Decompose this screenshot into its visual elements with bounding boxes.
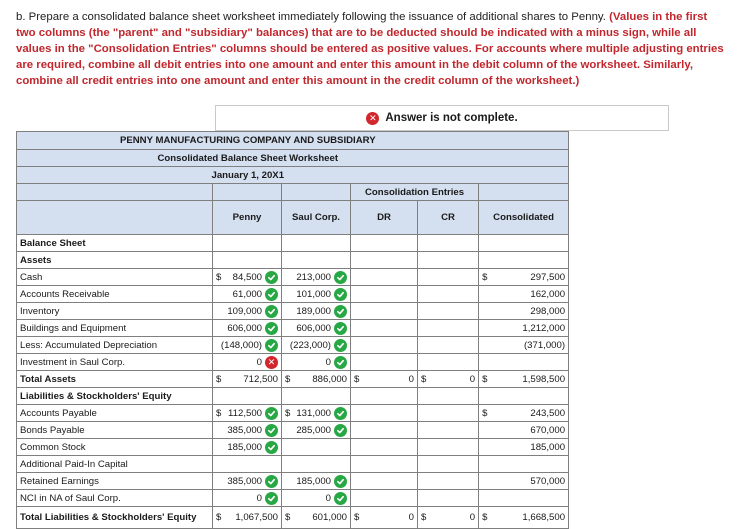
cr-cell[interactable] <box>418 371 479 388</box>
dr-cell[interactable] <box>351 388 418 405</box>
table-row <box>17 252 569 269</box>
dollar-sign: $ <box>216 271 222 283</box>
penny-cell[interactable] <box>213 235 282 252</box>
consolidated-cell <box>479 286 569 303</box>
dollar-sign: $ <box>482 271 488 283</box>
penny-cell-value: 84,500 <box>232 271 262 283</box>
saul-header: Saul Corp. <box>282 201 351 235</box>
correct-check-icon <box>265 271 278 284</box>
penny-cell[interactable] <box>213 473 282 490</box>
penny-cell[interactable] <box>213 269 282 286</box>
penny-cell-value: 109,000 <box>227 305 262 317</box>
incorrect-x-icon: ✕ <box>265 356 278 369</box>
dollar-sign: $ <box>216 373 222 385</box>
table-row <box>17 507 569 529</box>
cr-cell[interactable] <box>418 405 479 422</box>
penny-cell[interactable] <box>213 337 282 354</box>
saul-cell[interactable] <box>282 507 351 529</box>
dr-cell[interactable] <box>351 490 418 507</box>
correct-check-icon <box>334 339 347 352</box>
row-label: Balance Sheet <box>17 235 213 252</box>
row-label: Retained Earnings <box>17 473 213 490</box>
dr-cell[interactable] <box>351 507 418 529</box>
saul-cell-value: 101,000 <box>296 288 331 300</box>
correct-check-icon <box>265 475 278 488</box>
row-label: Total Assets <box>17 371 213 388</box>
dollar-sign: $ <box>285 407 291 419</box>
dr-cell[interactable] <box>351 473 418 490</box>
saul-cell-value: 606,000 <box>296 322 331 334</box>
dr-cell[interactable] <box>351 303 418 320</box>
saul-cell-value: 213,000 <box>296 271 331 283</box>
cr-cell[interactable] <box>418 490 479 507</box>
penny-cell[interactable] <box>213 371 282 388</box>
dollar-sign: $ <box>482 373 488 385</box>
consolidated-cell-value: 1,212,000 <box>522 322 566 334</box>
row-label: Liabilities & Stockholders' Equity <box>17 388 213 405</box>
saul-cell[interactable] <box>282 235 351 252</box>
penny-cell-value: 0 <box>256 356 262 368</box>
consolidated-cell-value: 1,598,500 <box>522 373 566 385</box>
instructions <box>16 9 728 89</box>
cr-cell-value: 0 <box>469 512 476 523</box>
consolidated-cell <box>479 422 569 439</box>
correct-check-icon <box>265 339 278 352</box>
saul-cell[interactable] <box>282 337 351 354</box>
penny-cell-value: 61,000 <box>232 288 262 300</box>
saul-cell[interactable] <box>282 490 351 507</box>
dr-cell[interactable] <box>351 337 418 354</box>
penny-cell-value: 1,067,500 <box>235 512 278 523</box>
dollar-sign: $ <box>354 512 360 523</box>
correct-check-icon <box>334 288 347 301</box>
saul-cell[interactable] <box>282 422 351 439</box>
cr-cell[interactable] <box>418 269 479 286</box>
row-label: Bonds Payable <box>17 422 213 439</box>
cr-cell[interactable] <box>418 320 479 337</box>
cr-cell[interactable] <box>418 473 479 490</box>
dr-header: DR <box>351 201 418 235</box>
answer-status-banner <box>215 105 669 131</box>
penny-cell[interactable] <box>213 439 282 456</box>
saul-cell[interactable] <box>282 473 351 490</box>
row-label: Buildings and Equipment <box>17 320 213 337</box>
consolidated-cell-value: 243,500 <box>530 407 566 419</box>
table-row <box>17 269 569 286</box>
saul-cell[interactable] <box>282 303 351 320</box>
table-row <box>17 235 569 252</box>
worksheet-date: January 1, 20X1 <box>17 167 479 184</box>
banner-text: Answer is not complete. <box>385 112 518 124</box>
dr-cell[interactable] <box>351 252 418 269</box>
saul-cell-value: 285,000 <box>296 424 331 436</box>
consolidated-cell <box>479 405 569 422</box>
correct-check-icon <box>265 322 278 335</box>
saul-cell[interactable] <box>282 439 351 456</box>
cr-cell[interactable] <box>418 354 479 371</box>
saul-cell[interactable] <box>282 456 351 473</box>
table-row <box>17 320 569 337</box>
correct-check-icon <box>265 407 278 420</box>
consolidated-cell <box>479 235 569 252</box>
cr-cell[interactable] <box>418 439 479 456</box>
worksheet-title: Consolidated Balance Sheet Worksheet <box>17 150 479 167</box>
consolidation-worksheet <box>16 131 569 529</box>
saul-cell-value: 131,000 <box>296 407 331 419</box>
dollar-sign: $ <box>421 373 427 385</box>
row-label: Total Liabilities & Stockholders' Equity <box>17 507 213 529</box>
instructions-lead: b. Prepare a consolidated balance sheet worksheet immediately following the issuance of additional shares to Penny. <box>16 11 606 23</box>
row-label: Less: Accumulated Depreciation <box>17 337 213 354</box>
consolidated-cell-value: 570,000 <box>530 475 566 487</box>
cr-cell[interactable] <box>418 337 479 354</box>
penny-cell[interactable] <box>213 456 282 473</box>
table-row <box>17 371 569 388</box>
penny-cell[interactable] <box>213 405 282 422</box>
penny-cell[interactable] <box>213 303 282 320</box>
incorrect-icon: ✕ <box>366 112 379 125</box>
consolidated-header: Consolidated <box>479 201 569 235</box>
instructions-emphasis: (Values in the first two columns (the "parent" and "subsidiary" balances) that are to be deducted should be indicated with a minus sign, while all values in the "Consolidation Entries" columns should be entered as positive values. For accounts where multiple adjusting entries are required, combine all debit entries into one amount and enter this amount in the debit column of the worksheet. Similarly, combine all credit entries into one amount and enter this amount in the credit column of the worksheet.) <box>16 11 724 87</box>
dollar-sign: $ <box>216 512 222 523</box>
correct-check-icon <box>334 475 347 488</box>
row-label: Accounts Payable <box>17 405 213 422</box>
consolidation-entries-header: Consolidation Entries <box>351 184 479 201</box>
consolidated-cell <box>479 252 569 269</box>
penny-cell[interactable] <box>213 422 282 439</box>
dr-cell[interactable] <box>351 235 418 252</box>
consolidated-cell <box>479 303 569 320</box>
penny-cell-value: 606,000 <box>227 322 262 334</box>
cr-cell-value: 0 <box>469 373 476 385</box>
consolidated-cell-value: 298,000 <box>530 305 566 317</box>
saul-cell-value: 0 <box>325 492 331 504</box>
consolidated-cell <box>479 320 569 337</box>
penny-cell[interactable] <box>213 320 282 337</box>
cr-cell[interactable] <box>418 303 479 320</box>
dr-cell[interactable] <box>351 371 418 388</box>
penny-cell[interactable] <box>213 507 282 529</box>
penny-cell-value: 185,000 <box>227 441 262 453</box>
table-row <box>17 354 569 371</box>
saul-cell-value: 189,000 <box>296 305 331 317</box>
row-label: Investment in Saul Corp. <box>17 354 213 371</box>
penny-cell-value: 385,000 <box>227 424 262 436</box>
cr-header: CR <box>418 201 479 235</box>
table-row <box>17 439 569 456</box>
cr-cell[interactable] <box>418 252 479 269</box>
penny-cell[interactable] <box>213 286 282 303</box>
table-row <box>17 337 569 354</box>
dr-cell[interactable] <box>351 320 418 337</box>
correct-check-icon <box>334 271 347 284</box>
dr-cell[interactable] <box>351 456 418 473</box>
consolidated-cell-value: 670,000 <box>530 424 566 436</box>
row-label: Additional Paid-In Capital <box>17 456 213 473</box>
table-row <box>17 286 569 303</box>
consolidated-cell-value: 162,000 <box>530 288 566 300</box>
dr-cell-value: 0 <box>408 373 414 385</box>
row-label: Assets <box>17 252 213 269</box>
correct-check-icon <box>265 424 278 437</box>
dollar-sign: $ <box>285 373 291 385</box>
dollar-sign: $ <box>216 407 222 419</box>
penny-header: Penny <box>213 201 282 235</box>
cr-cell[interactable] <box>418 507 479 529</box>
penny-cell[interactable] <box>213 354 282 371</box>
consolidated-cell <box>479 337 569 354</box>
penny-cell-value: (148,000) <box>220 339 262 351</box>
dr-cell-value: 0 <box>408 512 414 523</box>
penny-cell-value: 0 <box>256 492 262 504</box>
table-row <box>17 456 569 473</box>
consolidated-cell-value: 185,000 <box>530 441 566 453</box>
row-label: Inventory <box>17 303 213 320</box>
consolidated-cell-value: 1,668,500 <box>522 512 566 523</box>
correct-check-icon <box>265 492 278 505</box>
penny-cell[interactable] <box>213 388 282 405</box>
correct-check-icon <box>334 305 347 318</box>
row-label: Common Stock <box>17 439 213 456</box>
dollar-sign: $ <box>482 407 488 419</box>
table-row <box>17 388 569 405</box>
saul-cell-value: (223,000) <box>289 339 331 351</box>
dr-cell[interactable] <box>351 286 418 303</box>
correct-check-icon <box>265 288 278 301</box>
dr-cell[interactable] <box>351 405 418 422</box>
saul-cell-value: 185,000 <box>296 475 331 487</box>
saul-cell[interactable] <box>282 388 351 405</box>
table-row <box>17 303 569 320</box>
correct-check-icon <box>265 441 278 454</box>
dollar-sign: $ <box>482 512 488 523</box>
penny-cell[interactable] <box>213 252 282 269</box>
consolidated-cell <box>479 490 569 507</box>
dr-cell[interactable] <box>351 354 418 371</box>
consolidated-cell <box>479 388 569 405</box>
consolidated-cell <box>479 354 569 371</box>
correct-check-icon <box>334 424 347 437</box>
saul-cell-value: 0 <box>325 356 331 368</box>
cr-cell[interactable] <box>418 235 479 252</box>
row-label: Cash <box>17 269 213 286</box>
consolidated-cell-value: 297,500 <box>530 271 566 283</box>
saul-cell-value: 886,000 <box>312 373 347 385</box>
dollar-sign: $ <box>354 373 360 385</box>
cr-cell[interactable] <box>418 388 479 405</box>
row-label: NCI in NA of Saul Corp. <box>17 490 213 507</box>
correct-check-icon <box>334 407 347 420</box>
correct-check-icon <box>334 492 347 505</box>
penny-cell-value: 112,500 <box>228 407 262 419</box>
dollar-sign: $ <box>285 512 291 523</box>
consolidated-cell-value: (371,000) <box>523 339 566 351</box>
saul-cell[interactable] <box>282 320 351 337</box>
company-name: PENNY MANUFACTURING COMPANY AND SUBSIDIARY <box>17 132 479 150</box>
consolidated-cell <box>479 269 569 286</box>
saul-cell[interactable] <box>282 371 351 388</box>
row-label: Accounts Receivable <box>17 286 213 303</box>
saul-cell[interactable] <box>282 354 351 371</box>
correct-check-icon <box>265 305 278 318</box>
correct-check-icon <box>334 356 347 369</box>
table-row <box>17 473 569 490</box>
consolidated-cell <box>479 439 569 456</box>
penny-cell-value: 385,000 <box>227 475 262 487</box>
cr-cell[interactable] <box>418 456 479 473</box>
saul-cell[interactable] <box>282 269 351 286</box>
cr-cell[interactable] <box>418 286 479 303</box>
table-row <box>17 422 569 439</box>
saul-cell[interactable] <box>282 405 351 422</box>
dr-cell[interactable] <box>351 269 418 286</box>
saul-cell-value: 601,000 <box>312 512 347 523</box>
table-row <box>17 405 569 422</box>
dr-cell[interactable] <box>351 422 418 439</box>
saul-cell[interactable] <box>282 252 351 269</box>
correct-check-icon <box>334 322 347 335</box>
table-row <box>17 490 569 507</box>
dollar-sign: $ <box>421 512 427 523</box>
cr-cell[interactable] <box>418 422 479 439</box>
consolidated-cell <box>479 473 569 490</box>
penny-cell-value: 712,500 <box>243 373 278 385</box>
consolidated-cell <box>479 507 569 529</box>
penny-cell[interactable] <box>213 490 282 507</box>
consolidated-cell <box>479 371 569 388</box>
saul-cell[interactable] <box>282 286 351 303</box>
consolidated-cell <box>479 456 569 473</box>
dr-cell[interactable] <box>351 439 418 456</box>
